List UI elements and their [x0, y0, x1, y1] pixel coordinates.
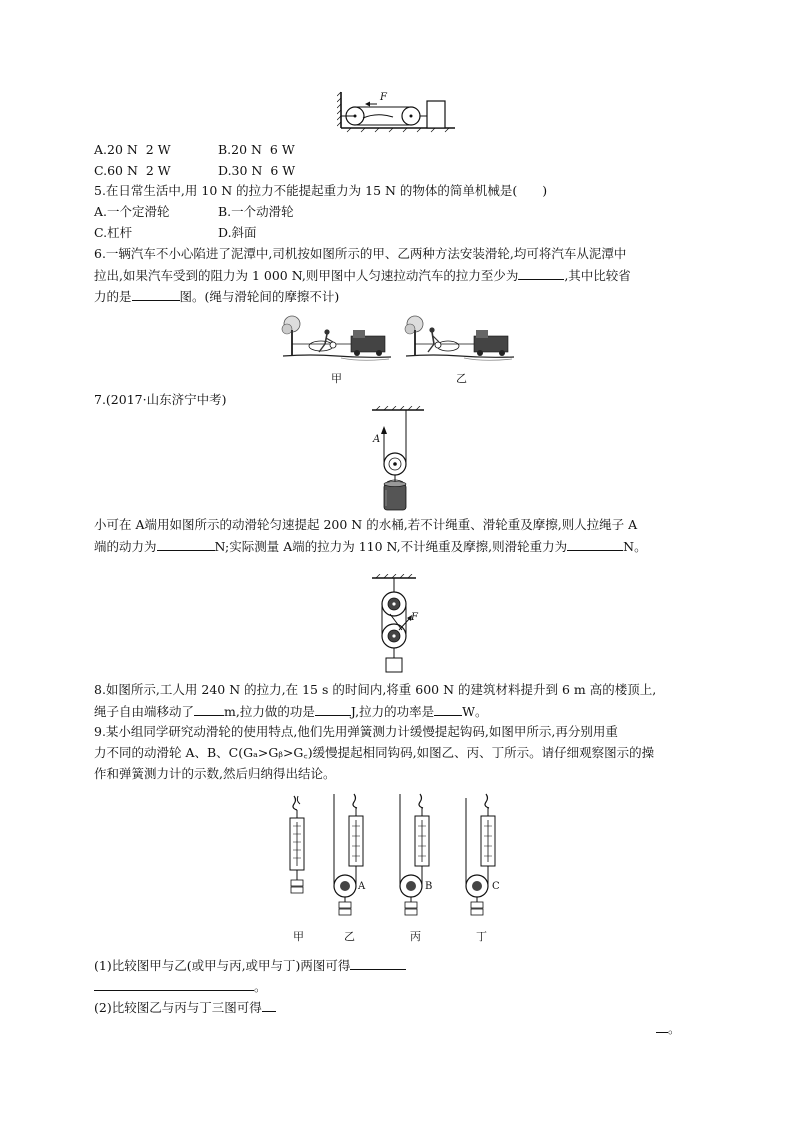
- q9-caption-yi: 乙: [344, 930, 355, 943]
- q8-line-2: [94, 701, 487, 722]
- q9-pulley-label-b: B: [425, 881, 433, 892]
- q8-blank-1: [194, 701, 224, 716]
- q9-setup-ding: [466, 794, 495, 915]
- q6-figure-jia: [281, 314, 393, 364]
- q4-option-c: C.60 N 2 W: [94, 163, 171, 178]
- q9-setup-jia: [290, 796, 304, 893]
- q5-option-d: D.斜面: [218, 225, 257, 240]
- q6-blank-2: [132, 286, 180, 301]
- q4-option-d: D.30 N 6 W: [218, 163, 296, 178]
- q9-caption-bing: 丙: [410, 930, 421, 943]
- q6-line-2-text-a: 拉出,如果汽车受到的阻力为 1 000 N,则甲图中人匀速拉动汽车的拉力至少为: [94, 268, 519, 283]
- q9-line-1: 9.某小组同学研究动滑轮的使用特点,他们先用弹簧测力计缓慢提起钩码,如图甲所示,再分别用重: [94, 724, 618, 739]
- q7-blank-2: [567, 536, 623, 551]
- q6-caption-jia: 甲: [331, 372, 342, 385]
- q4-force-label: F: [380, 92, 387, 103]
- q9-sub2-end: 。: [668, 1021, 681, 1036]
- q9-sub1-blank-2: [94, 976, 254, 991]
- q8-line-2-text-a: 绳子自由端移动了: [94, 704, 195, 719]
- q5-option-b: B.一个动滑轮: [218, 204, 294, 219]
- q8-force-label: F: [411, 612, 418, 623]
- q9-sub1-end: 。: [254, 979, 267, 994]
- q8-figure: [366, 574, 426, 676]
- q9-sub1-text: (1)比较图甲与乙(或甲与丙,或甲与丁)两图可得: [94, 958, 351, 973]
- q7-header: 7.(2017·山东济宁中考): [94, 392, 227, 407]
- q9-setup-yi: [334, 794, 366, 915]
- q8-blank-3: [434, 701, 462, 716]
- q5-options-row-2: [94, 223, 257, 243]
- q9-sub1-blank-1: [350, 955, 406, 970]
- q6-caption-yi: 乙: [456, 372, 467, 385]
- q7-line-2-text-c: N。: [623, 539, 647, 554]
- q9-sub2-cont: [656, 1018, 681, 1039]
- q6-line-2: [94, 265, 631, 286]
- q9-sub2: [94, 997, 276, 1018]
- q9-sub2-blank-1: [262, 997, 276, 1012]
- q8-line-2-text-d: W。: [462, 704, 488, 719]
- q7-figure: [368, 406, 428, 516]
- q4-figure: [337, 88, 459, 134]
- q9-caption-ding: 丁: [476, 930, 487, 943]
- q9-sub1-cont: [94, 976, 267, 997]
- q4-option-a: A.20 N 2 W: [94, 142, 171, 157]
- q7-line-2-text-b: N;实际测量 A端的拉力为 110 N,不计绳重及摩擦,则滑轮重力为: [214, 539, 568, 554]
- q4-option-b: B.20 N 6 W: [218, 142, 295, 157]
- q9-line-2: 力不同的动滑轮 A、B、C(Gₐ>Gᵦ>G꜀)缓慢提起相同钩码,如图乙、丙、丁所示。请仔细观察图示的操: [94, 745, 655, 760]
- q9-pulley-label-a: A: [358, 881, 366, 892]
- q6-figure-yi: [404, 314, 516, 364]
- q4-options-row-2: [94, 161, 295, 181]
- q9-pulley-label-c: C: [492, 881, 500, 892]
- q5-options-row-1: [94, 202, 294, 222]
- q5-option-a: A.一个定滑轮: [94, 204, 170, 219]
- q7-line-1: 小可在 A端用如图所示的动滑轮匀速提起 200 N 的水桶,若不计绳重、滑轮重及摩擦,则人拉绳子 A: [94, 517, 638, 532]
- q6-line-2-text-b: ,其中比较省: [564, 268, 631, 283]
- q9-sub2-blank-2: [656, 1018, 668, 1033]
- q7-line-2: [94, 536, 647, 557]
- q6-line-3-text-a: 力的是: [94, 289, 132, 304]
- q9-figure: [282, 792, 512, 922]
- q9-line-3: 作和弹簧测力计的示数,然后归纳得出结论。: [94, 766, 336, 781]
- q8-line-1: 8.如图所示,工人用 240 N 的拉力,在 15 s 的时间内,将重 600 N 的建筑材料提升到 6 m 高的楼顶上,: [94, 682, 657, 697]
- q6-line-3-text-b: 图。(绳与滑轮间的摩擦不计): [179, 289, 340, 304]
- q8-blank-2: [315, 701, 351, 716]
- q4-options-row-1: [94, 140, 295, 160]
- q7-line-2-text-a: 端的动力为: [94, 539, 157, 554]
- q9-setup-bing: [400, 794, 429, 915]
- q9-caption-jia: 甲: [293, 930, 304, 943]
- q5-option-c: C.杠杆: [94, 225, 133, 240]
- q7-blank-1: [157, 536, 215, 551]
- q6-line-3: [94, 286, 339, 307]
- q7-end-label: A: [373, 434, 381, 445]
- q9-sub1: [94, 955, 406, 976]
- q6-line-1: 6.一辆汽车不小心陷进了泥潭中,司机按如图所示的甲、乙两种方法安装滑轮,均可将汽车从泥潭中: [94, 246, 627, 261]
- q5-stem: 5.在日常生活中,用 10 N 的拉力不能提起重力为 15 N 的物体的简单机械是( ): [94, 183, 548, 198]
- q9-sub2-text: (2)比较图乙与丙与丁三图可得: [94, 1000, 262, 1015]
- q8-line-2-text-c: J,拉力的功率是: [350, 704, 435, 719]
- q6-blank-1: [518, 265, 564, 280]
- q8-line-2-text-b: m,拉力做的功是: [224, 704, 315, 719]
